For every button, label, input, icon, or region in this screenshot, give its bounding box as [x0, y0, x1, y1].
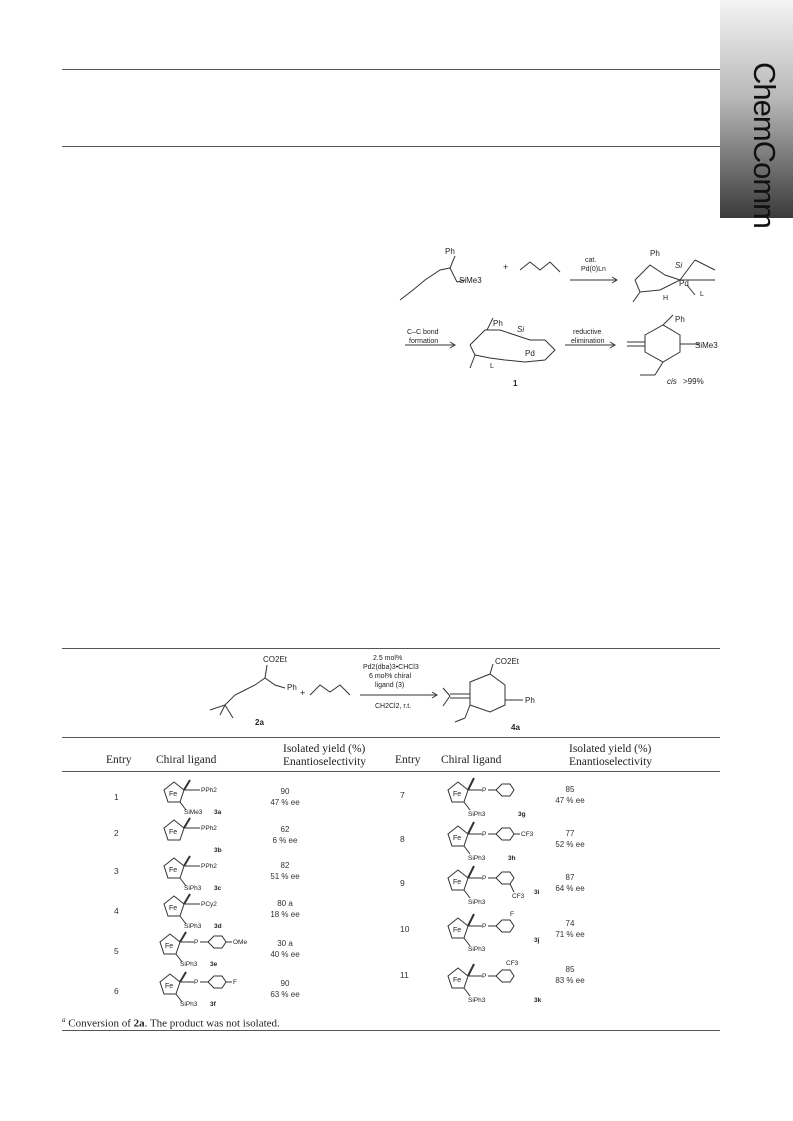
ee-value: 52 % ee — [555, 840, 585, 849]
yield-value: 90 — [280, 787, 290, 796]
fe-label: Fe — [453, 927, 462, 934]
label-formation: formation — [409, 338, 439, 345]
yield-cell — [540, 784, 600, 806]
label-pd0: Pd(0)Ln — [581, 266, 606, 273]
ligand-code: 3j — [534, 937, 540, 944]
label-ph: Ph — [525, 696, 535, 705]
yield-cell — [540, 964, 600, 986]
yield-cell — [255, 860, 315, 882]
ligand-silyl: SiPh3 — [184, 885, 202, 892]
ligand-code: 3h — [508, 855, 516, 862]
ligand-code: 3g — [518, 811, 526, 818]
phosphorus-label: P — [194, 979, 199, 986]
ligand-structure — [440, 908, 550, 952]
ligand-silyl: SiPh3 — [180, 961, 198, 968]
phosphorus-label: P — [482, 923, 487, 930]
col-header-yield-line1: Isolated yield (%) — [283, 743, 366, 755]
label-plus: + — [503, 262, 509, 272]
header-bottom-rule — [62, 146, 720, 147]
condition-catalyst: Pd2(dba)3•CHCl3 — [363, 664, 419, 671]
ee-value: 18 % ee — [270, 910, 300, 919]
ligand-code: 3b — [214, 847, 222, 854]
entry-cell: 7 — [400, 790, 405, 800]
condition-ligand: ligand (3) — [375, 682, 405, 689]
ligand-silyl: SiPh3 — [468, 946, 486, 952]
label-cat: cat. — [585, 257, 597, 264]
table-footnote — [62, 1016, 280, 1030]
label-cis: cis — [667, 377, 677, 386]
entry-cell: 10 — [400, 924, 410, 934]
ee-value: 71 % ee — [555, 930, 585, 939]
ee-value: 47 % ee — [555, 796, 585, 805]
ee-value: 51 % ee — [270, 872, 300, 881]
phosphorus-label: P — [194, 939, 199, 946]
footnote-text-2: . The product was not isolated. — [144, 1017, 280, 1030]
yield-cell — [255, 786, 315, 808]
ee-value: 63 % ee — [270, 990, 300, 999]
phosphorus-label: P — [482, 831, 487, 838]
footnote-text-1: Conversion of — [65, 1017, 134, 1030]
mechanism-scheme — [395, 240, 725, 395]
journal-name: ChemComm — [747, 62, 782, 228]
ligand-structure — [152, 928, 262, 968]
entry-cell: 9 — [400, 878, 405, 888]
ligand-code: 3e — [210, 961, 218, 968]
ligand-structure — [440, 862, 550, 906]
footnote-marker: a — [62, 1016, 66, 1024]
condition-solvent: CH2Cl2, r.t. — [375, 703, 412, 710]
ligand-code: 3a — [214, 809, 222, 816]
table-top-rule — [62, 648, 720, 649]
fe-label: Fe — [169, 905, 178, 912]
phosphorus-label: P — [482, 973, 487, 980]
yield-value: 82 — [280, 861, 290, 870]
yield-value: 90 — [280, 979, 290, 988]
fe-label: Fe — [453, 879, 462, 886]
yield-cell — [540, 918, 600, 940]
entry-cell: 6 — [114, 986, 119, 996]
yield-cell — [255, 978, 315, 1000]
ligand-silyl: SiPh3 — [468, 855, 486, 862]
yield-value: 74 — [565, 919, 575, 928]
ligand-substituent: CF3 — [512, 893, 525, 900]
condition-ligand-loading: 6 mol% chiral — [369, 673, 412, 680]
label-l: L — [490, 363, 494, 370]
ligand-structure — [156, 852, 236, 892]
fe-label: Fe — [169, 791, 178, 798]
entry-cell: 8 — [400, 834, 405, 844]
phosphorus-label: P — [482, 787, 487, 794]
label-plus: + — [300, 688, 306, 698]
table-reaction-scheme — [205, 650, 585, 738]
entry-cell: 4 — [114, 906, 119, 916]
label-cc-bond: C–C bond — [407, 329, 439, 336]
ligand-structure — [156, 814, 236, 854]
fe-label: Fe — [453, 977, 462, 984]
ligand-structure — [440, 818, 550, 862]
label-ph: Ph — [650, 249, 660, 258]
entry-cell: 11 — [400, 970, 409, 980]
label-l: L — [700, 291, 704, 298]
condition-loading: 2.5 mol% — [373, 655, 403, 662]
col-header-yield-right — [569, 743, 652, 769]
yield-value: 30 a — [277, 939, 293, 948]
label-sime3: SiMe3 — [459, 276, 482, 285]
col-header-yield-line2: Enantioselectivity — [569, 756, 653, 768]
label-pd: Pd — [525, 349, 535, 358]
ligand-structure — [152, 968, 262, 1008]
ligand-substituent: PCy2 — [201, 901, 217, 908]
ee-value: 64 % ee — [555, 884, 585, 893]
yield-value: 87 — [565, 873, 575, 882]
ligand-substituent: PPh2 — [201, 787, 217, 794]
col-header-entry-right: Entry — [395, 754, 421, 766]
ligand-silyl: SiMe3 — [184, 809, 203, 816]
yield-value: 85 — [565, 965, 575, 974]
label-h: H — [663, 295, 669, 302]
ligand-substituent: PPh2 — [201, 825, 217, 832]
col-header-yield-line1: Isolated yield (%) — [569, 743, 652, 755]
entry-cell: 3 — [114, 866, 119, 876]
label-ph: Ph — [675, 315, 685, 324]
ee-value: 6 % ee — [272, 836, 298, 845]
ligand-substituent: CF3 — [521, 831, 534, 838]
header-top-rule — [62, 69, 720, 70]
ee-value: 47 % ee — [270, 798, 300, 807]
label-co2et: CO2Et — [495, 657, 520, 666]
label-si: Si — [517, 325, 525, 334]
fe-label: Fe — [169, 829, 178, 836]
ligand-code: 3c — [214, 885, 222, 892]
col-header-entry: Entry — [106, 754, 132, 766]
yield-value: 85 — [565, 785, 575, 794]
yield-value: 80 a — [277, 899, 293, 908]
yield-cell — [255, 898, 315, 920]
entry-cell: 2 — [114, 828, 119, 838]
ligand-silyl: SiPh3 — [468, 899, 486, 906]
ligand-substituent: PPh2 — [201, 863, 217, 870]
entry-cell: 5 — [114, 946, 119, 956]
yield-cell — [540, 828, 600, 850]
phosphorus-label: P — [482, 875, 487, 882]
fe-label: Fe — [169, 867, 178, 874]
label-ph: Ph — [287, 683, 297, 692]
fe-label: Fe — [453, 835, 462, 842]
label-ph: Ph — [493, 319, 503, 328]
col-header-yield-line2: Enantioselectivity — [283, 756, 367, 768]
label-elimination: elimination — [571, 338, 605, 345]
ee-value: 83 % ee — [555, 976, 585, 985]
compound-number: 1 — [513, 379, 518, 388]
label-co2et: CO2Et — [263, 655, 288, 664]
label-pd: Pd — [679, 279, 689, 288]
yield-cell — [255, 824, 315, 846]
ligand-structure — [440, 956, 550, 1006]
label-ph: Ph — [445, 247, 455, 256]
ee-value: 40 % ee — [270, 950, 300, 959]
journal-tab — [720, 0, 793, 228]
yield-cell — [255, 938, 315, 960]
col-header-ligand: Chiral ligand — [156, 754, 217, 766]
table-bottom-rule — [62, 1030, 720, 1031]
ligand-substituent: F — [233, 979, 237, 986]
ligand-substituent: OMe — [233, 939, 248, 946]
entry-cell: 1 — [114, 792, 119, 802]
ligand-structure — [156, 776, 236, 816]
ligand-code: 3i — [534, 889, 540, 896]
compound-2a: 2a — [255, 718, 264, 727]
ligand-silyl: SiPh3 — [180, 1001, 198, 1008]
fe-label: Fe — [453, 791, 462, 798]
yield-value: 77 — [565, 829, 575, 838]
ligand-silyl: SiPh3 — [184, 923, 202, 930]
yield-value: 62 — [280, 825, 290, 834]
footnote-compound: 2a — [133, 1017, 145, 1030]
label-sime3: SiMe3 — [695, 341, 718, 350]
ligand-substituent: F — [510, 911, 514, 918]
fe-label: Fe — [165, 983, 174, 990]
fe-label: Fe — [165, 943, 174, 950]
ligand-structure — [440, 774, 550, 818]
table-header-rule-bottom — [62, 771, 720, 772]
compound-4a: 4a — [511, 723, 520, 732]
yield-cell — [540, 872, 600, 894]
ligand-silyl: SiPh3 — [468, 997, 486, 1004]
label-reductive: reductive — [573, 329, 602, 336]
ligand-code: 3k — [534, 997, 542, 1004]
label-cis-value: >99% — [683, 377, 704, 386]
ligand-silyl: SiPh3 — [468, 811, 486, 818]
ligand-code: 3d — [214, 923, 222, 930]
col-header-ligand-right: Chiral ligand — [441, 754, 502, 766]
ligand-code: 3f — [210, 1001, 216, 1008]
ligand-substituent: CF3 — [506, 960, 519, 967]
col-header-yield — [283, 743, 366, 769]
ligand-structure — [156, 890, 236, 930]
label-si: Si — [675, 261, 683, 270]
